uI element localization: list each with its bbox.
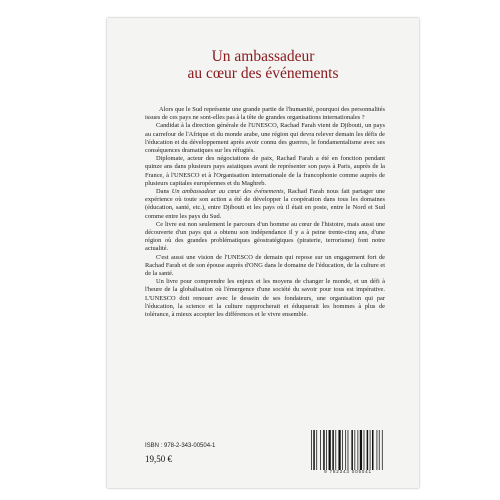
barcode-bar — [313, 430, 315, 470]
blurb-paragraph-4 — [145, 188, 385, 221]
barcode-bar — [345, 430, 346, 470]
blurb-paragraph-7: Un livre pour comprendre les enjeux et les moyens de changer le monde, et un défi à l'heure de la globalisation où l'émergence d'une société du savoir pour tous est impérative. L'UNESCO doit renouer avec le dessein de ses fondateurs, une organisation qui par l'éducation, la science et la culture rapprocherait et éduquerait les hommes à plus de tolérance, à mieux accepter les différences et le vivre ensemble. — [145, 278, 385, 319]
barcode-bar — [320, 430, 321, 470]
blurb-text — [145, 106, 385, 319]
barcode-bar — [326, 430, 327, 470]
barcode-bar — [358, 430, 359, 470]
barcode-number: 9 782343 005041 — [324, 469, 372, 474]
barcode-bar — [370, 430, 371, 470]
blurb-paragraph-1: Alors que le Sud représente une grande partie de l'humanité, pourquoi des personnalités issues de ces pays ne sont-elles pas à la tête de grandes organisations internationales ? — [145, 106, 385, 122]
title-line-1: Un ambassadeur — [211, 48, 315, 65]
barcode-bar — [323, 430, 325, 470]
isbn-label: ISBN : 978-2-343-00504-1 — [145, 443, 216, 449]
barcode-bar — [364, 430, 365, 470]
blurb-paragraph-5: Ce livre est non seulement le parcours d'un homme au cœur de l'histoire, mais aussi une découverte d'un pays qui a obtenu son indépendance il y a à peine trente-cinq ans, d'une région où des grandes problématiques géostratégiques (piraterie, terrorisme) font notre actualité. — [145, 220, 385, 253]
blurb-paragraph-6: C'est aussi une vision de l'UNESCO de demain qui repose sur un engagement fort de Rachad Farah et de son épouse auprès d'ONG dans le domaine de l'éducation, de la culture et de la santé. — [145, 253, 385, 278]
barcode-bar — [329, 430, 331, 470]
barcode-image — [310, 430, 386, 470]
barcode-bar — [367, 430, 369, 470]
barcode-bar — [354, 430, 355, 470]
book-title-italic: Un ambassadeur au cœur des événements — [171, 188, 284, 196]
barcode-bar — [332, 430, 334, 470]
dans-prefix: Dans — [156, 188, 172, 196]
barcode-bar — [372, 430, 374, 470]
barcode-bar — [338, 430, 340, 470]
barcode-bar — [342, 430, 343, 470]
blurb-paragraph-3: Diplomate, acteur des négociations de paix, Rachad Farah a été en fonction pendant quinze ans dans plusieurs pays asiatiques avant de représenter son pays à Paris, auprès de la France, à l'UNESCO et à l'Organisation internationale de la francophonie comme auprès de plusieurs capitales européennes et du Maghreb. — [145, 155, 385, 187]
blurb-paragraph-2: Candidat à la direction générale de l'UNESCO, Rachad Farah vient de Djibouti, un pays au carrefour de l'Afrique et du monde arabe, une région qui devra relever demain les défis de l'éducation et du développement après avoir connu des guerres, le fondamentalisme avec ses conséquences dramatiques sur les réfugiés. — [145, 122, 385, 155]
price-label: 19,50 € — [145, 454, 172, 464]
barcode-bar — [360, 430, 362, 470]
cover-title — [107, 48, 419, 82]
book-back-cover — [107, 18, 419, 488]
barcode-bar — [379, 430, 380, 470]
title-line-2: au cœur des événements — [187, 65, 339, 82]
dans-suffix: , Rachad Farah nous fait partager une expérience où toute son action a été de développer la coopération dans tous les domaines (éducation, santé, etc.), entre Djibouti et les pays où il était en poste, entre le Nord et Sud comme entre les pays du Sud. — [145, 188, 385, 220]
barcode-bar — [382, 430, 383, 470]
barcode-bar — [335, 430, 336, 470]
barcode-bar — [348, 430, 349, 470]
barcode-bar — [316, 430, 317, 470]
barcode-bar — [351, 430, 353, 470]
barcode-bar — [311, 430, 312, 470]
barcode-bar — [377, 430, 378, 470]
